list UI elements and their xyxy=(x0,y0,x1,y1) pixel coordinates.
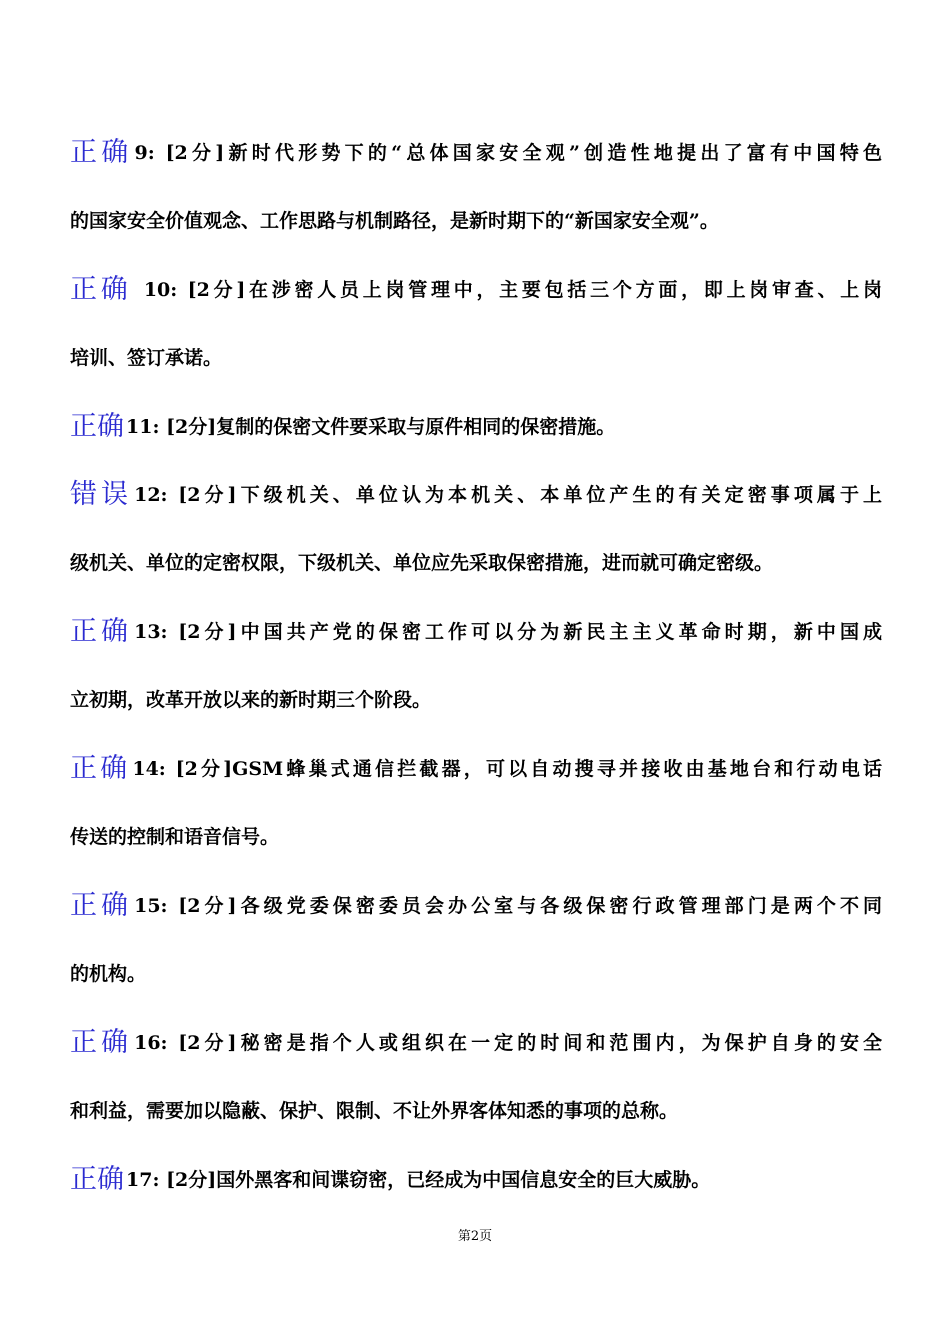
verdict-label: 错误 xyxy=(70,479,133,510)
question-line-2: 的国家安全价值观念、工作思路与机制路径，是新时期下的“新国家安全观”。 xyxy=(70,210,719,232)
question-text: 11: [2分]复制的保密文件要采取与原件相同的保密措施。 xyxy=(126,416,616,438)
question-line-2: 立初期，改革开放以来的新时期三个阶段。 xyxy=(70,689,432,711)
question-line-1 xyxy=(70,1023,882,1063)
question-line-1 xyxy=(70,270,882,310)
question-line-1 xyxy=(70,886,882,926)
verdict-label: 正确 xyxy=(70,616,133,647)
verdict-label: 正确 xyxy=(70,1164,124,1195)
question-text: 10: [2分]在涉密人员上岗管理中，主要包括三个方面，即上岗审查、上岗 xyxy=(133,279,883,301)
verdict-label: 正确 xyxy=(70,1027,133,1058)
question-text: 16: [2分]秘密是指个人或组织在一定的时间和范围内，为保护自身的安全 xyxy=(134,1032,882,1054)
question-line-1 xyxy=(70,749,882,789)
question-line-2: 的机构。 xyxy=(70,963,147,985)
question-text: 9: [2分]新时代形势下的“总体国家安全观”创造性地提出了富有中国特色 xyxy=(134,142,882,164)
question-line-1 xyxy=(70,1160,882,1200)
verdict-label: 正确 xyxy=(70,274,132,305)
verdict-label: 正确 xyxy=(70,137,133,168)
question-text: 15: [2分]各级党委保密委员会办公室与各级保密行政管理部门是两个不同 xyxy=(134,895,882,917)
question-text: 13: [2分]中国共产党的保密工作可以分为新民主主义革命时期，新中国成 xyxy=(134,621,882,643)
question-line-1 xyxy=(70,612,882,652)
question-line-1 xyxy=(70,133,882,173)
question-line-2: 级机关、单位的定密权限，下级机关、单位应先采取保密措施，进而就可确定密级。 xyxy=(70,552,774,574)
question-line-1 xyxy=(70,407,882,447)
question-text: 12: [2分]下级机关、单位认为本机关、本单位产生的有关定密事项属于上 xyxy=(134,484,882,506)
verdict-label: 正确 xyxy=(70,411,124,442)
question-line-1 xyxy=(70,475,882,515)
verdict-label: 正确 xyxy=(70,753,131,784)
page-number-footer: 第2页 xyxy=(457,1229,493,1244)
question-line-2: 培训、签订承诺。 xyxy=(70,347,223,369)
question-line-2: 传送的控制和语音信号。 xyxy=(70,826,280,848)
verdict-label: 正确 xyxy=(70,890,133,921)
question-line-2: 和利益，需要加以隐蔽、保护、限制、不让外界客体知悉的事项的总称。 xyxy=(70,1100,679,1122)
question-text: 17: [2分]国外黑客和间谍窃密，已经成为中国信息安全的巨大威胁。 xyxy=(126,1169,711,1191)
question-text: 14: [2分]GSM蜂巢式通信拦截器，可以自动搜寻并接收由基地台和行动电话 xyxy=(132,758,882,780)
